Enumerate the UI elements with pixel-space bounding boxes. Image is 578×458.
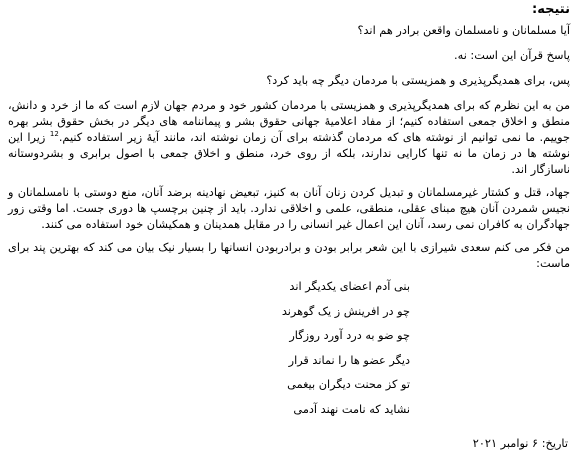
conclusion-heading: نتیجه: bbox=[532, 2, 570, 17]
paragraph-2: جهاد، قتل و کشتار غیرمسلمانان و تبدیل کردن زنان آنان به کنیز، تبعیض نهادینه برضد آنان، منع دوستی با نامسلمانان و نجیس شمردن آنان هیچ مبنای عقلی، منطقی، علمی و اخلاقی ندارد. باید از چنین برچسپ ها دوری جست. اما وقتی زور جهادگران به کافران نمی رسد، آنان این اعمال غیر انسانی را در مقابل همدینان و همکیشان خود استفاده می کنند. bbox=[8, 186, 570, 231]
answer-1: پاسخ قرآن این است: نه. bbox=[454, 49, 570, 62]
paragraph-3: من فکر می کنم سعدی شیرازی با این شعر برابر بودن و برادربودن انسانها را بسیار نیک بیان می کند که بهترین پند برای ماست: bbox=[8, 241, 570, 270]
poem bbox=[8, 279, 570, 418]
poem-line-6: نشاید که نامت نهند آدمی bbox=[293, 402, 410, 416]
footnote-marker: 12 bbox=[49, 130, 59, 139]
poem-line-4: دیگر عضو ها را نماند قرار bbox=[288, 353, 410, 367]
poem-line-1: بنی آدم اعضای یکدیگر اند bbox=[289, 280, 410, 293]
poem-line-3: چو ضو به درد آورد روزگار bbox=[289, 329, 410, 343]
poem-line-5: تو کز محنت دیگران بیغمی bbox=[287, 378, 410, 392]
date-line: تاریخ: ۶ نوامبر ۲۰۲۱ bbox=[472, 437, 568, 450]
paragraph-1-text-a: من به این نظرم که برای همدیگرپذیری و همزیستی با مردمان کشور خود و مردم جهان لازم است که ما از خرد و دانش، منطق و اخلاق جمعی استفاده کنیم؛ از مفاد اعلامیهٔ جهانی حقوق بشر و پیماننامه های دیگر در بخش حقوق بشر بهره جوییم. ما نمی توانیم از نوشته های که مردمان گذشته برای آن زمان نوشته اند، مانند آیهٔ زیر استفاده کنیم. bbox=[8, 99, 571, 144]
poem-line-2: چو در افرینش ز یک گوهرند bbox=[281, 304, 410, 318]
paragraph-1-text-b: زیرا این نوشته ها در زمان ما نه تنها کارایی ندارند، بلکه از روی خرد، منطق و اخلاق جمعی با اصول برابری و بشردوستانه ناسازگار اند. bbox=[8, 131, 570, 176]
paragraph-1 bbox=[8, 98, 570, 178]
question-1: آیا مسلمانان و نامسلمان واقعن برادر هم اند؟ bbox=[357, 24, 570, 37]
question-2: پس، برای همدیگرپذیری و همزیستی با مردمان دیگر چه باید کرد؟ bbox=[266, 74, 570, 87]
